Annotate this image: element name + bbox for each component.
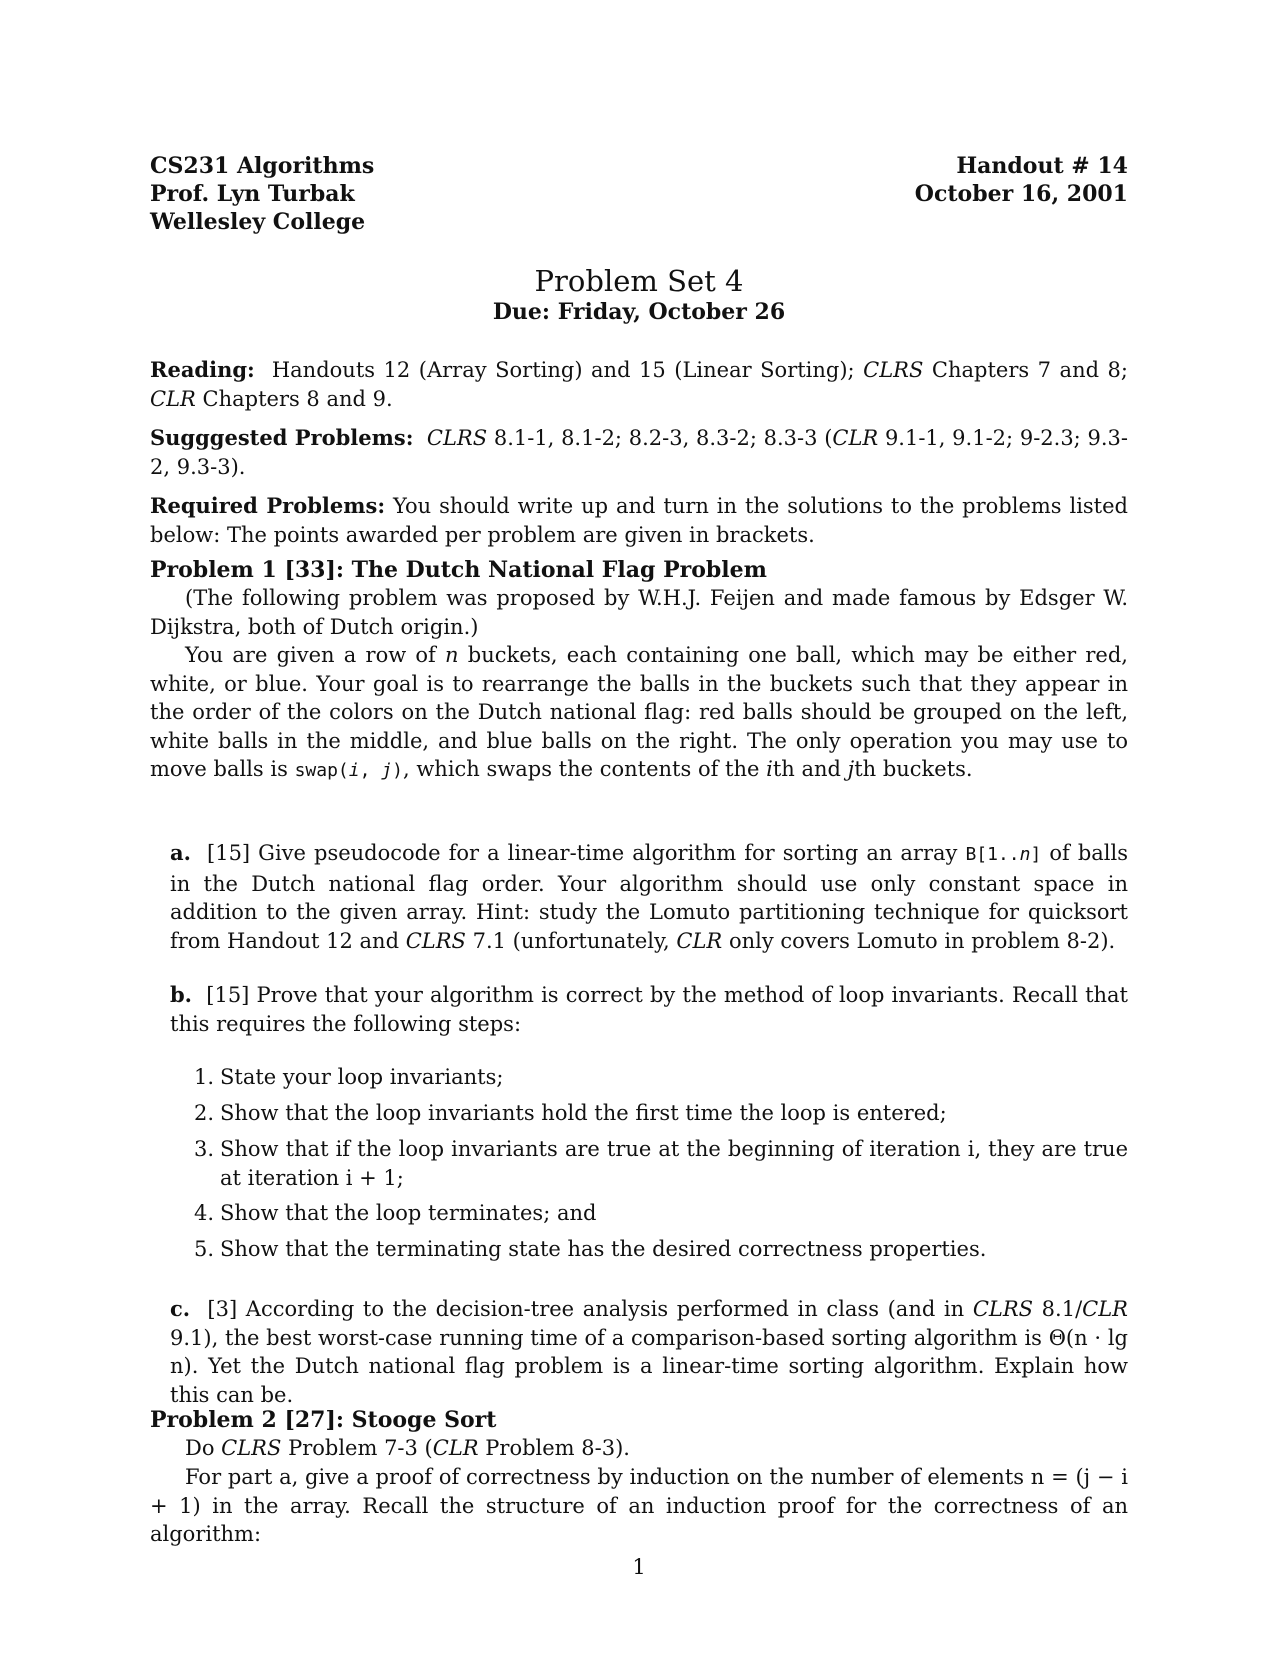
part-c: c. [3] According to the decision-tree analysis performed in class (and in CLRS 8.1/CLR 9.1), the best worst-case running time of a comparison-based sorting algorithm is Θ(n · lg n). Yet the Dutch national flag problem is a linear-time sorting algorithm. Explain how this can be. xyxy=(170,1296,1128,1407)
course-info xyxy=(150,152,550,236)
reading-paragraph: Reading: Handouts 12 (Array Sorting) and 15 (Linear Sorting); CLRS Chapters 7 and 8; CLR Chapters 8 and 9. xyxy=(150,357,1128,411)
problem2-part-a: For part a, give a proof of correctness by induction on the number of elements n = (j − i + 1) in the array. Recall the structure of an induction proof for the correctness of an algorithm: xyxy=(150,1465,1128,1546)
swap-code: swap(i, j) xyxy=(294,760,403,781)
document-page: CS231 Algorithms Prof. Lyn Turbak Wellesley College Handout # 14 October 16, 2001 Problem Set 4 Due: Friday, October 26 Reading: Handouts 12 (Array Sorting) and 15 (Linear Sorting); CLRS Chapters 7 and 8; CLR Chapters 8 and 9. Sugggested Problems: CLRS 8.1-1, 8.1-2; 8.2-3, 8.3-2; 8.3-3 (CLR 9.1-1, 9.1-2; 9-2.3; 9.3-2, 9.3-3). Required Problems: You should write up and turn in the solutions to the problems listed below: The points awarded per problem are given in brackets. Problem 1 [33]: The Dutch National Flag Problem (The following problem was proposed by W.H.J. Feijen and made famous by Edsger W. Dijkstra, both of Dutch origin.) You are given a row of n buckets, each containing one ball, which may be either red, white, or blue. Your goal is to rearrange the balls in the buckets such that they appear in the order of the colors on the Dutch national flag: red balls should be grouped on the left, white balls in the middle, and blue balls on the right. The only operation you may use to move balls is swap(i, j), which swaps the contents of the ith and jth buckets. a. [15] Give pseudocode for a linear-time algorithm for sorting an array B[1..n] of balls in the Dutch national flag order. Your algorithm should use only constant space in addition to the given array. Hint: study the Lomuto partitioning technique for quicksort from Handout 12 and CLRS 7.1 (unfortunately, CLR only covers Lomuto in problem 8-2). b. [15] Prove that your algorithm is correct by the method of loop invariants. Recall that this requires the following steps: 1. State your loop invariants; 2. Show that the loop invariants hold the first time the loop is entered; 3. Show that if the loop invariants are true at the beginning of iteration i, they are true at iteration i + 1; 4. Show that the loop terminates; and 5. Show that the terminating state has the desired correctness properties. c. [3] According to the decision-tree analysis performed in class (and in CLRS 8.1/CLR 9.1), the best worst-case running time of a comparison-based sorting algorithm is Θ(n · lg n). Yet the Dutch national flag problem is a linear-time sorting algorithm. Explain how this can be. Problem 2 [27]: Stooge Sort Do CLRS Problem 7-3 (CLR Problem 8-3). For part a, give a proof of correctness by induction on the number of elements n = (j − i + 1) in the array. Recall the structure of an induction proof for the correctness of an algorithm: 1 xyxy=(150,153,1128,1579)
required-label: Required Problems: xyxy=(150,493,386,518)
handout-info xyxy=(728,152,1128,208)
college-name: Wellesley College xyxy=(150,209,366,235)
reading-label: Reading: xyxy=(150,357,255,382)
part-a-label: a. xyxy=(170,840,191,865)
problem1-intro: (The following problem was proposed by W.H.J. Feijen and made famous by Edsger W. Dijkstra, both of Dutch origin.) xyxy=(150,586,1128,639)
problem2-instruction: Do CLRS Problem 7-3 (CLR Problem 8-3). xyxy=(185,1436,630,1460)
part-c-label: c. xyxy=(170,1296,191,1321)
part-b-label: b. xyxy=(170,982,192,1007)
handout-date: October 16, 2001 xyxy=(914,181,1128,207)
problem1-description: You are given a row of n buckets, each containing one ball, which may be either red, white, or blue. Your goal is to rearrange the balls in the buckets such that they appear in the order of the colors on the Dutch national flag: red balls should be grouped on the left, white balls in the middle, and blue balls on the right. The only operation you may use to move balls is swap(i, j), which swaps the contents of the ith and jth buckets. xyxy=(150,643,1128,781)
part-b: b. [15] Prove that your algorithm is correct by the method of loop invariants. Recall that this requires the following steps: xyxy=(170,982,1128,1036)
part-c-points: [3] xyxy=(207,1297,238,1321)
page-number: 1 xyxy=(632,1555,646,1579)
problem2-heading: Problem 2 [27]: Stooge Sort xyxy=(150,1407,497,1433)
handout-number: Handout # 14 xyxy=(956,153,1128,179)
array-code: B[1..n] xyxy=(965,844,1042,865)
part-a-points: [15] xyxy=(207,841,251,865)
part-b-points: [15] xyxy=(206,983,250,1007)
required-paragraph: Required Problems: You should write up and turn in the solutions to the problems listed below: The points awarded per problem are given in brackets. xyxy=(150,493,1128,547)
professor-name: Prof. Lyn Turbak xyxy=(150,181,355,207)
suggested-paragraph: Sugggested Problems: CLRS 8.1-1, 8.1-2; 8.2-3, 8.3-2; 8.3-3 (CLR 9.1-1, 9.1-2; 9-2.3; 9.3-2, 9.3-3). xyxy=(150,425,1128,479)
suggested-label: Sugggested Problems: xyxy=(150,425,414,450)
page-title: Problem Set 4 xyxy=(534,264,744,298)
part-a: a. [15] Give pseudocode for a linear-time algorithm for sorting an array B[1..n] of balls in the Dutch national flag order. Your algorithm should use only constant space in addition to the given array. Hint: study the Lomuto partitioning technique for quicksort from Handout 12 and CLRS 7.1 (unfortunately, CLR only covers Lomuto in problem 8-2). xyxy=(170,840,1128,953)
course-name: CS231 Algorithms xyxy=(150,153,375,179)
problem1-heading: Problem 1 [33]: The Dutch National Flag Problem xyxy=(150,557,767,583)
due-date: Due: Friday, October 26 xyxy=(492,299,786,325)
